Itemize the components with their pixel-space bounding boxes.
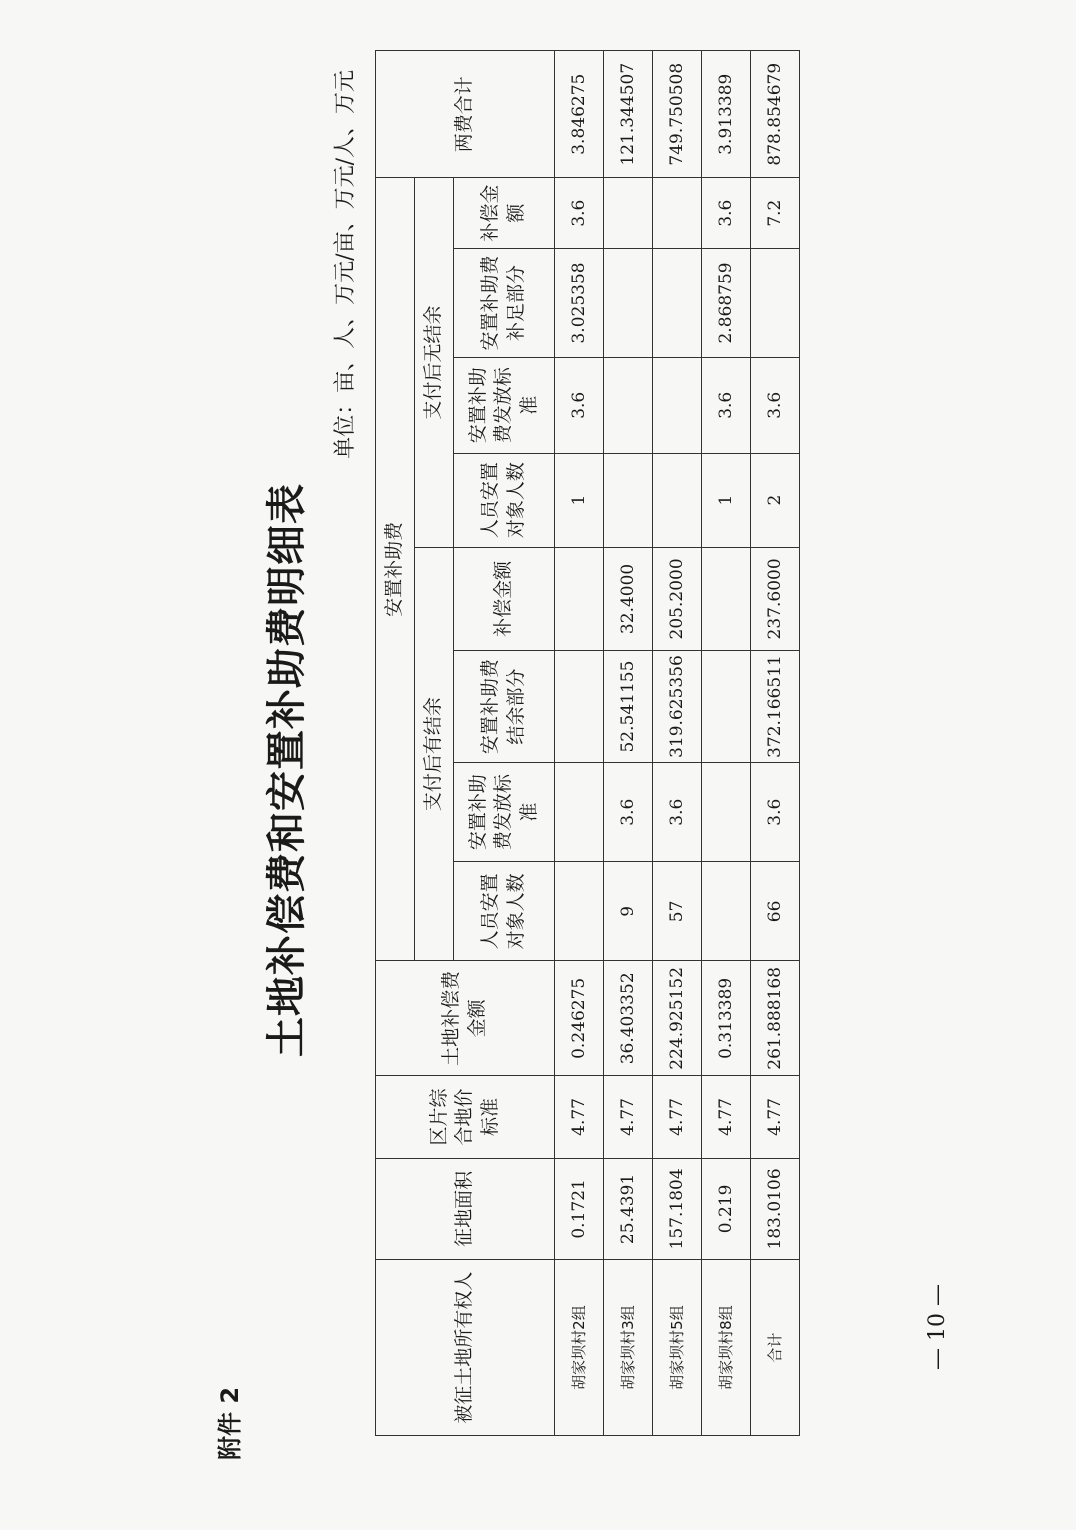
cell-ws-standard xyxy=(555,763,604,862)
cell-ws-comp xyxy=(555,547,604,650)
cell-land-price: 4.77 xyxy=(751,1076,800,1158)
table-row xyxy=(751,51,800,1436)
table-row xyxy=(604,51,653,1436)
header-ns-comp: 补偿金额 xyxy=(454,178,555,249)
cell-owner: 胡家坝村2组 xyxy=(555,1260,604,1436)
cell-ns-standard: 3.6 xyxy=(702,358,751,453)
cell-owner: 胡家坝村5组 xyxy=(653,1260,702,1436)
table-row xyxy=(653,51,702,1436)
cell-area: 183.0106 xyxy=(751,1158,800,1259)
cell-ws-comp xyxy=(702,547,751,650)
cell-land-comp: 224.925152 xyxy=(653,961,702,1076)
header-ns-persons: 人员安置对象人数 xyxy=(454,453,555,547)
cell-land-price: 4.77 xyxy=(555,1076,604,1158)
header-land-comp: 土地补偿费金额 xyxy=(376,961,555,1076)
cell-owner: 胡家坝村8组 xyxy=(702,1260,751,1436)
cell-ws-standard xyxy=(702,763,751,862)
cell-ws-standard: 3.6 xyxy=(653,763,702,862)
header-without-surplus: 支付后无结余 xyxy=(415,178,454,547)
cell-land-comp: 0.313389 xyxy=(702,961,751,1076)
annex-label: 附件 2 xyxy=(216,1386,244,1460)
cell-ns-supplement xyxy=(751,248,800,357)
header-ns-supplement: 安置补助费补足部分 xyxy=(454,248,555,357)
cell-ws-comp: 205.2000 xyxy=(653,547,702,650)
header-ws-surplus: 安置补助费结余部分 xyxy=(454,651,555,763)
cell-owner: 胡家坝村3组 xyxy=(604,1260,653,1436)
cell-ns-persons: 1 xyxy=(555,453,604,547)
cell-land-price: 4.77 xyxy=(702,1076,751,1158)
cell-ns-supplement xyxy=(604,248,653,357)
cell-ws-surplus xyxy=(702,651,751,763)
cell-ws-persons: 9 xyxy=(604,862,653,961)
page-number: — 10 — xyxy=(925,1284,950,1370)
cell-ns-comp xyxy=(653,178,702,249)
cell-ns-persons: 2 xyxy=(751,453,800,547)
cell-ns-comp xyxy=(604,178,653,249)
cell-ns-comp: 3.6 xyxy=(555,178,604,249)
cell-ws-persons xyxy=(555,862,604,961)
header-land-price: 区片综合地价标准 xyxy=(376,1076,555,1158)
table-row xyxy=(555,51,604,1436)
cell-ws-persons: 57 xyxy=(653,862,702,961)
cell-ns-supplement: 2.868759 xyxy=(702,248,751,357)
cell-ws-surplus: 372.166511 xyxy=(751,651,800,763)
cell-ns-standard: 3.6 xyxy=(555,358,604,453)
header-with-surplus: 支付后有结余 xyxy=(415,547,454,961)
header-owner: 被征土地所有权人 xyxy=(376,1260,555,1436)
header-area: 征地面积 xyxy=(376,1158,555,1259)
cell-ws-comp: 32.4000 xyxy=(604,547,653,650)
cell-ns-comp: 3.6 xyxy=(702,178,751,249)
table-row xyxy=(702,51,751,1436)
cell-ns-standard xyxy=(653,358,702,453)
header-ws-standard: 安置补助费发放标准 xyxy=(454,763,555,862)
header-ws-comp: 补偿金额 xyxy=(454,547,555,650)
cell-ws-standard: 3.6 xyxy=(751,763,800,862)
cell-ns-supplement: 3.025358 xyxy=(555,248,604,357)
cell-ws-persons: 66 xyxy=(751,862,800,961)
cell-ws-surplus: 52.541155 xyxy=(604,651,653,763)
cell-land-comp: 36.403352 xyxy=(604,961,653,1076)
cell-ns-standard: 3.6 xyxy=(751,358,800,453)
cell-ns-persons xyxy=(653,453,702,547)
cell-land-price: 4.77 xyxy=(653,1076,702,1158)
cell-total: 749.750508 xyxy=(653,51,702,178)
unit-note: 单位：亩、人、万元/亩、万元/人、万元 xyxy=(333,70,358,459)
cell-owner: 合计 xyxy=(751,1260,800,1436)
cell-total: 3.846275 xyxy=(555,51,604,178)
header-resettlement: 安置补助费 xyxy=(376,178,415,961)
cell-land-comp: 261.888168 xyxy=(751,961,800,1076)
cell-ns-comp: 7.2 xyxy=(751,178,800,249)
cell-total: 878.854679 xyxy=(751,51,800,178)
document-page xyxy=(40,50,1040,1490)
header-total: 两费合计 xyxy=(376,51,555,178)
header-ws-persons: 人员安置对象人数 xyxy=(454,862,555,961)
cell-ws-persons xyxy=(702,862,751,961)
cell-ns-persons xyxy=(604,453,653,547)
cell-total: 3.913389 xyxy=(702,51,751,178)
cell-ws-comp: 237.6000 xyxy=(751,547,800,650)
cell-area: 0.1721 xyxy=(555,1158,604,1259)
cell-ns-supplement xyxy=(653,248,702,357)
cell-area: 0.219 xyxy=(702,1158,751,1259)
compensation-table xyxy=(375,50,800,1436)
cell-total: 121.344507 xyxy=(604,51,653,178)
cell-ns-persons: 1 xyxy=(702,453,751,547)
document-title: 土地补偿费和安置补助费明细表 xyxy=(263,483,310,1057)
cell-ws-surplus: 319.625356 xyxy=(653,651,702,763)
cell-area: 25.4391 xyxy=(604,1158,653,1259)
cell-land-comp: 0.246275 xyxy=(555,961,604,1076)
cell-land-price: 4.77 xyxy=(604,1076,653,1158)
cell-ws-standard: 3.6 xyxy=(604,763,653,862)
header-ns-standard: 安置补助费发放标准 xyxy=(454,358,555,453)
cell-ws-surplus xyxy=(555,651,604,763)
cell-ns-standard xyxy=(604,358,653,453)
cell-area: 157.1804 xyxy=(653,1158,702,1259)
